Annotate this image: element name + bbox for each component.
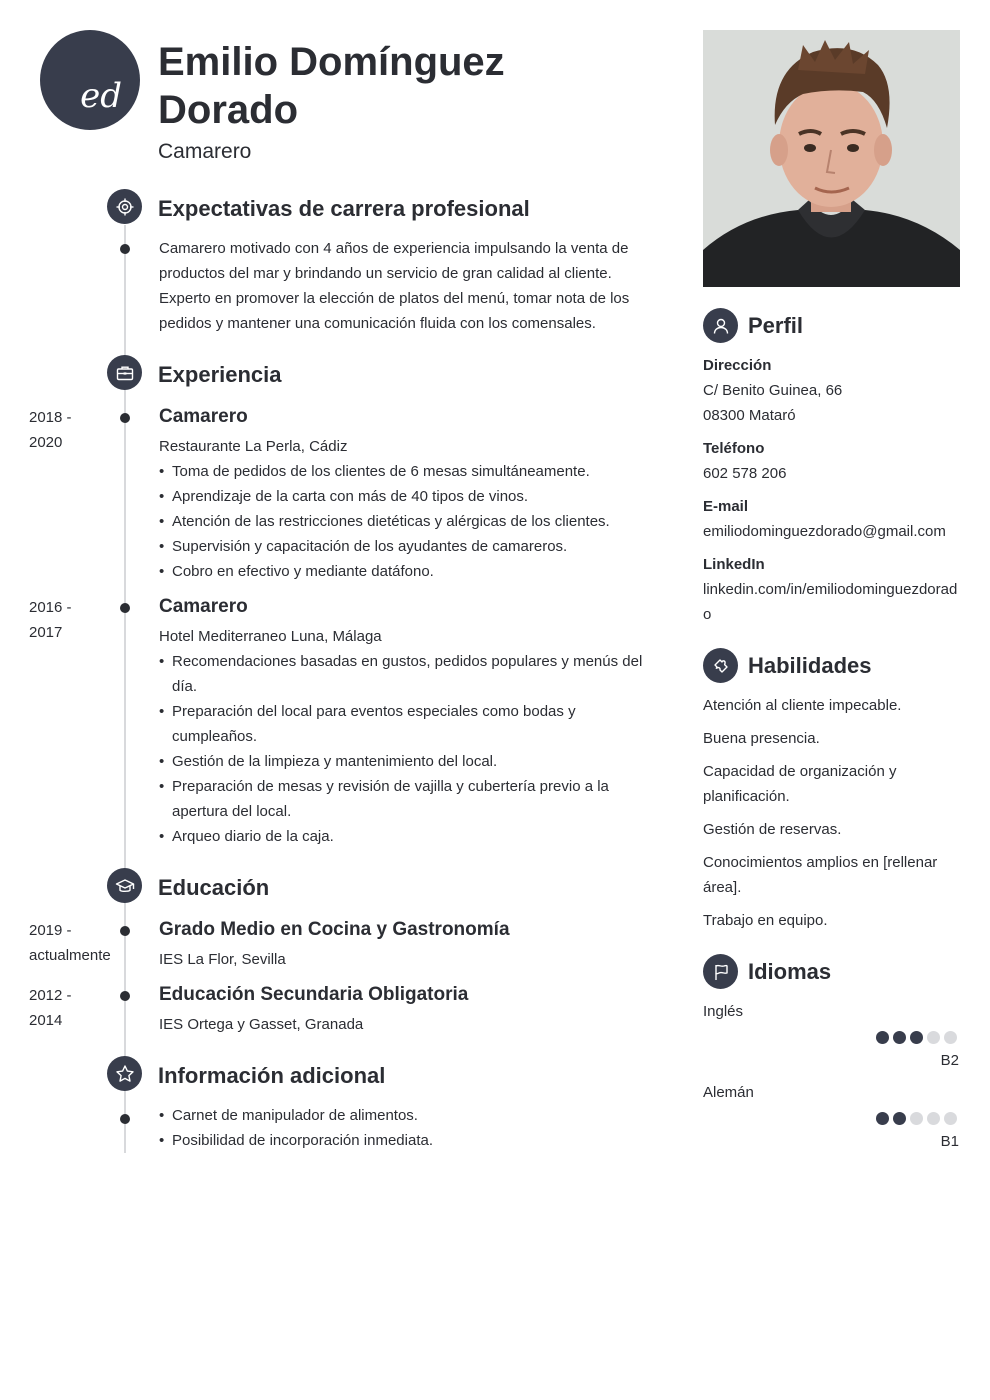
list-item: • Gestión de la limpieza y mantenimiento del local. [159,749,649,774]
address-line1: C/ Benito Guinea, 66 [703,382,843,399]
list-item: • Preparación del local para eventos especiales como bodas y cumpleaños. [159,699,649,749]
list-item: • Recomendaciones basadas en gustos, pedidos populares y menús del día. [159,649,649,699]
job-role: Camarero [159,406,248,427]
edu-date-end: 2014 [29,1012,63,1029]
level-dot-filled [876,1112,889,1125]
list-item: • Preparación de mesas y revisión de vajilla y cubertería previo a la apertura del local. [159,774,649,824]
job-date [29,595,114,645]
job-date [29,405,114,455]
skill-item: Trabajo en equipo. [703,912,828,929]
edu-degree: Grado Medio en Cocina y Gastronomía [159,919,510,940]
initials-monogram [40,30,140,130]
phone-label: Teléfono [703,440,765,457]
level-dot-filled [893,1031,906,1044]
job-bullets [159,459,649,584]
language-level: B2 [940,1052,959,1069]
timeline-dot [120,413,130,423]
timeline-dot [120,991,130,1001]
language-level-dots [876,1112,957,1125]
edu-date [29,918,114,968]
email-label: E-mail [703,498,749,515]
timeline-dot [120,244,130,254]
level-dot-filled [876,1031,889,1044]
languages-title: Idiomas [748,959,832,984]
job-date-end: 2020 [29,434,63,451]
list-item: • Posibilidad de incorporación inmediata. [159,1128,649,1153]
skill-item: Buena presencia. [703,730,820,747]
education-title: Educación [158,875,270,900]
language-name: Alemán [703,1084,754,1101]
edu-date-start: 2012 - [29,987,72,1004]
portrait-illustration [703,30,960,287]
edu-date-start: 2019 - [29,922,72,939]
skill-item: Atención al cliente impecable. [703,697,902,714]
edu-date-end: actualmente [29,947,111,964]
list-item: • Aprendizaje de la carta con más de 40 tipos de vinos. [159,484,649,509]
graduation-cap-icon [107,868,142,903]
list-item: • Cobro en efectivo y mediante datáfono. [159,559,649,584]
language-level-dots [876,1031,957,1044]
timeline-dot [120,1114,130,1124]
profile-title: Perfil [748,313,804,338]
linkedin-value[interactable]: linkedin.com/in/emiliodominguezdorado [703,581,958,623]
list-item: • Arqueo diario de la caja. [159,824,649,849]
email-value[interactable]: emiliodominguezdorado@gmail.com [703,523,946,540]
list-item: • Toma de pedidos de los clientes de 6 mesas simultáneamente. [159,459,649,484]
user-icon [703,308,738,343]
level-dot-empty [910,1112,923,1125]
job-title: Camarero [158,140,252,163]
list-item: • Carnet de manipulador de alimentos. [159,1103,649,1128]
timeline-dot [120,603,130,613]
level-dot-filled [910,1031,923,1044]
list-item: • Supervisión y capacitación de los ayudantes de camareros. [159,534,649,559]
experience-title: Experiencia [158,362,282,387]
job-role: Camarero [159,596,248,617]
skill-item: Capacidad de organización y planificación. [703,763,897,805]
edu-school: IES Ortega y Gasset, Granada [159,1016,364,1033]
language-name: Inglés [703,1003,744,1020]
job-company: Hotel Mediterraneo Luna, Málaga [159,628,382,645]
address-line2: 08300 Mataró [703,407,796,424]
list-item: • Atención de las restricciones dietéticas y alérgicas de los clientes. [159,509,649,534]
edu-date [29,983,114,1033]
briefcase-icon [107,355,142,390]
linkedin-label: LinkedIn [703,556,765,573]
language-level: B1 [940,1133,959,1150]
job-company: Restaurante La Perla, Cádiz [159,438,348,455]
level-dot-filled [893,1112,906,1125]
job-bullets [159,649,649,849]
candidate-name: Emilio Domínguez Dorado [158,40,505,132]
star-icon [107,1056,142,1091]
flag-icon [703,954,738,989]
job-date-end: 2017 [29,624,63,641]
edu-school: IES La Flor, Sevilla [159,951,286,968]
profile-photo [703,30,960,287]
job-date-start: 2018 - [29,409,72,426]
level-dot-empty [927,1112,940,1125]
level-dot-empty [944,1112,957,1125]
address-label: Dirección [703,357,772,374]
summary-title: Expectativas de carrera profesional [158,196,530,221]
skill-item: Gestión de reservas. [703,821,842,838]
level-dot-empty [944,1031,957,1044]
summary-text: Camarero motivado con 4 años de experiencia impulsando la venta de productos del mar y brindando un servicio de gran calidad al cliente. Experto en promover la elección de platos del menú, tomar nota de los pedidos y mantener una comunicación fluida con los comensales. [159,240,630,332]
edu-degree: Educación Secundaria Obligatoria [159,984,469,1005]
additional-bullets [159,1103,649,1153]
phone-value: 602 578 206 [703,465,787,482]
target-icon [107,189,142,224]
initials-text: ed [80,76,122,116]
puzzle-icon [703,648,738,683]
skill-item: Conocimientos amplios en [rellenar área]. [703,854,938,896]
timeline-dot [120,926,130,936]
level-dot-empty [927,1031,940,1044]
skills-title: Habilidades [748,653,872,678]
job-date-start: 2016 - [29,599,72,616]
additional-title: Información adicional [158,1063,386,1088]
